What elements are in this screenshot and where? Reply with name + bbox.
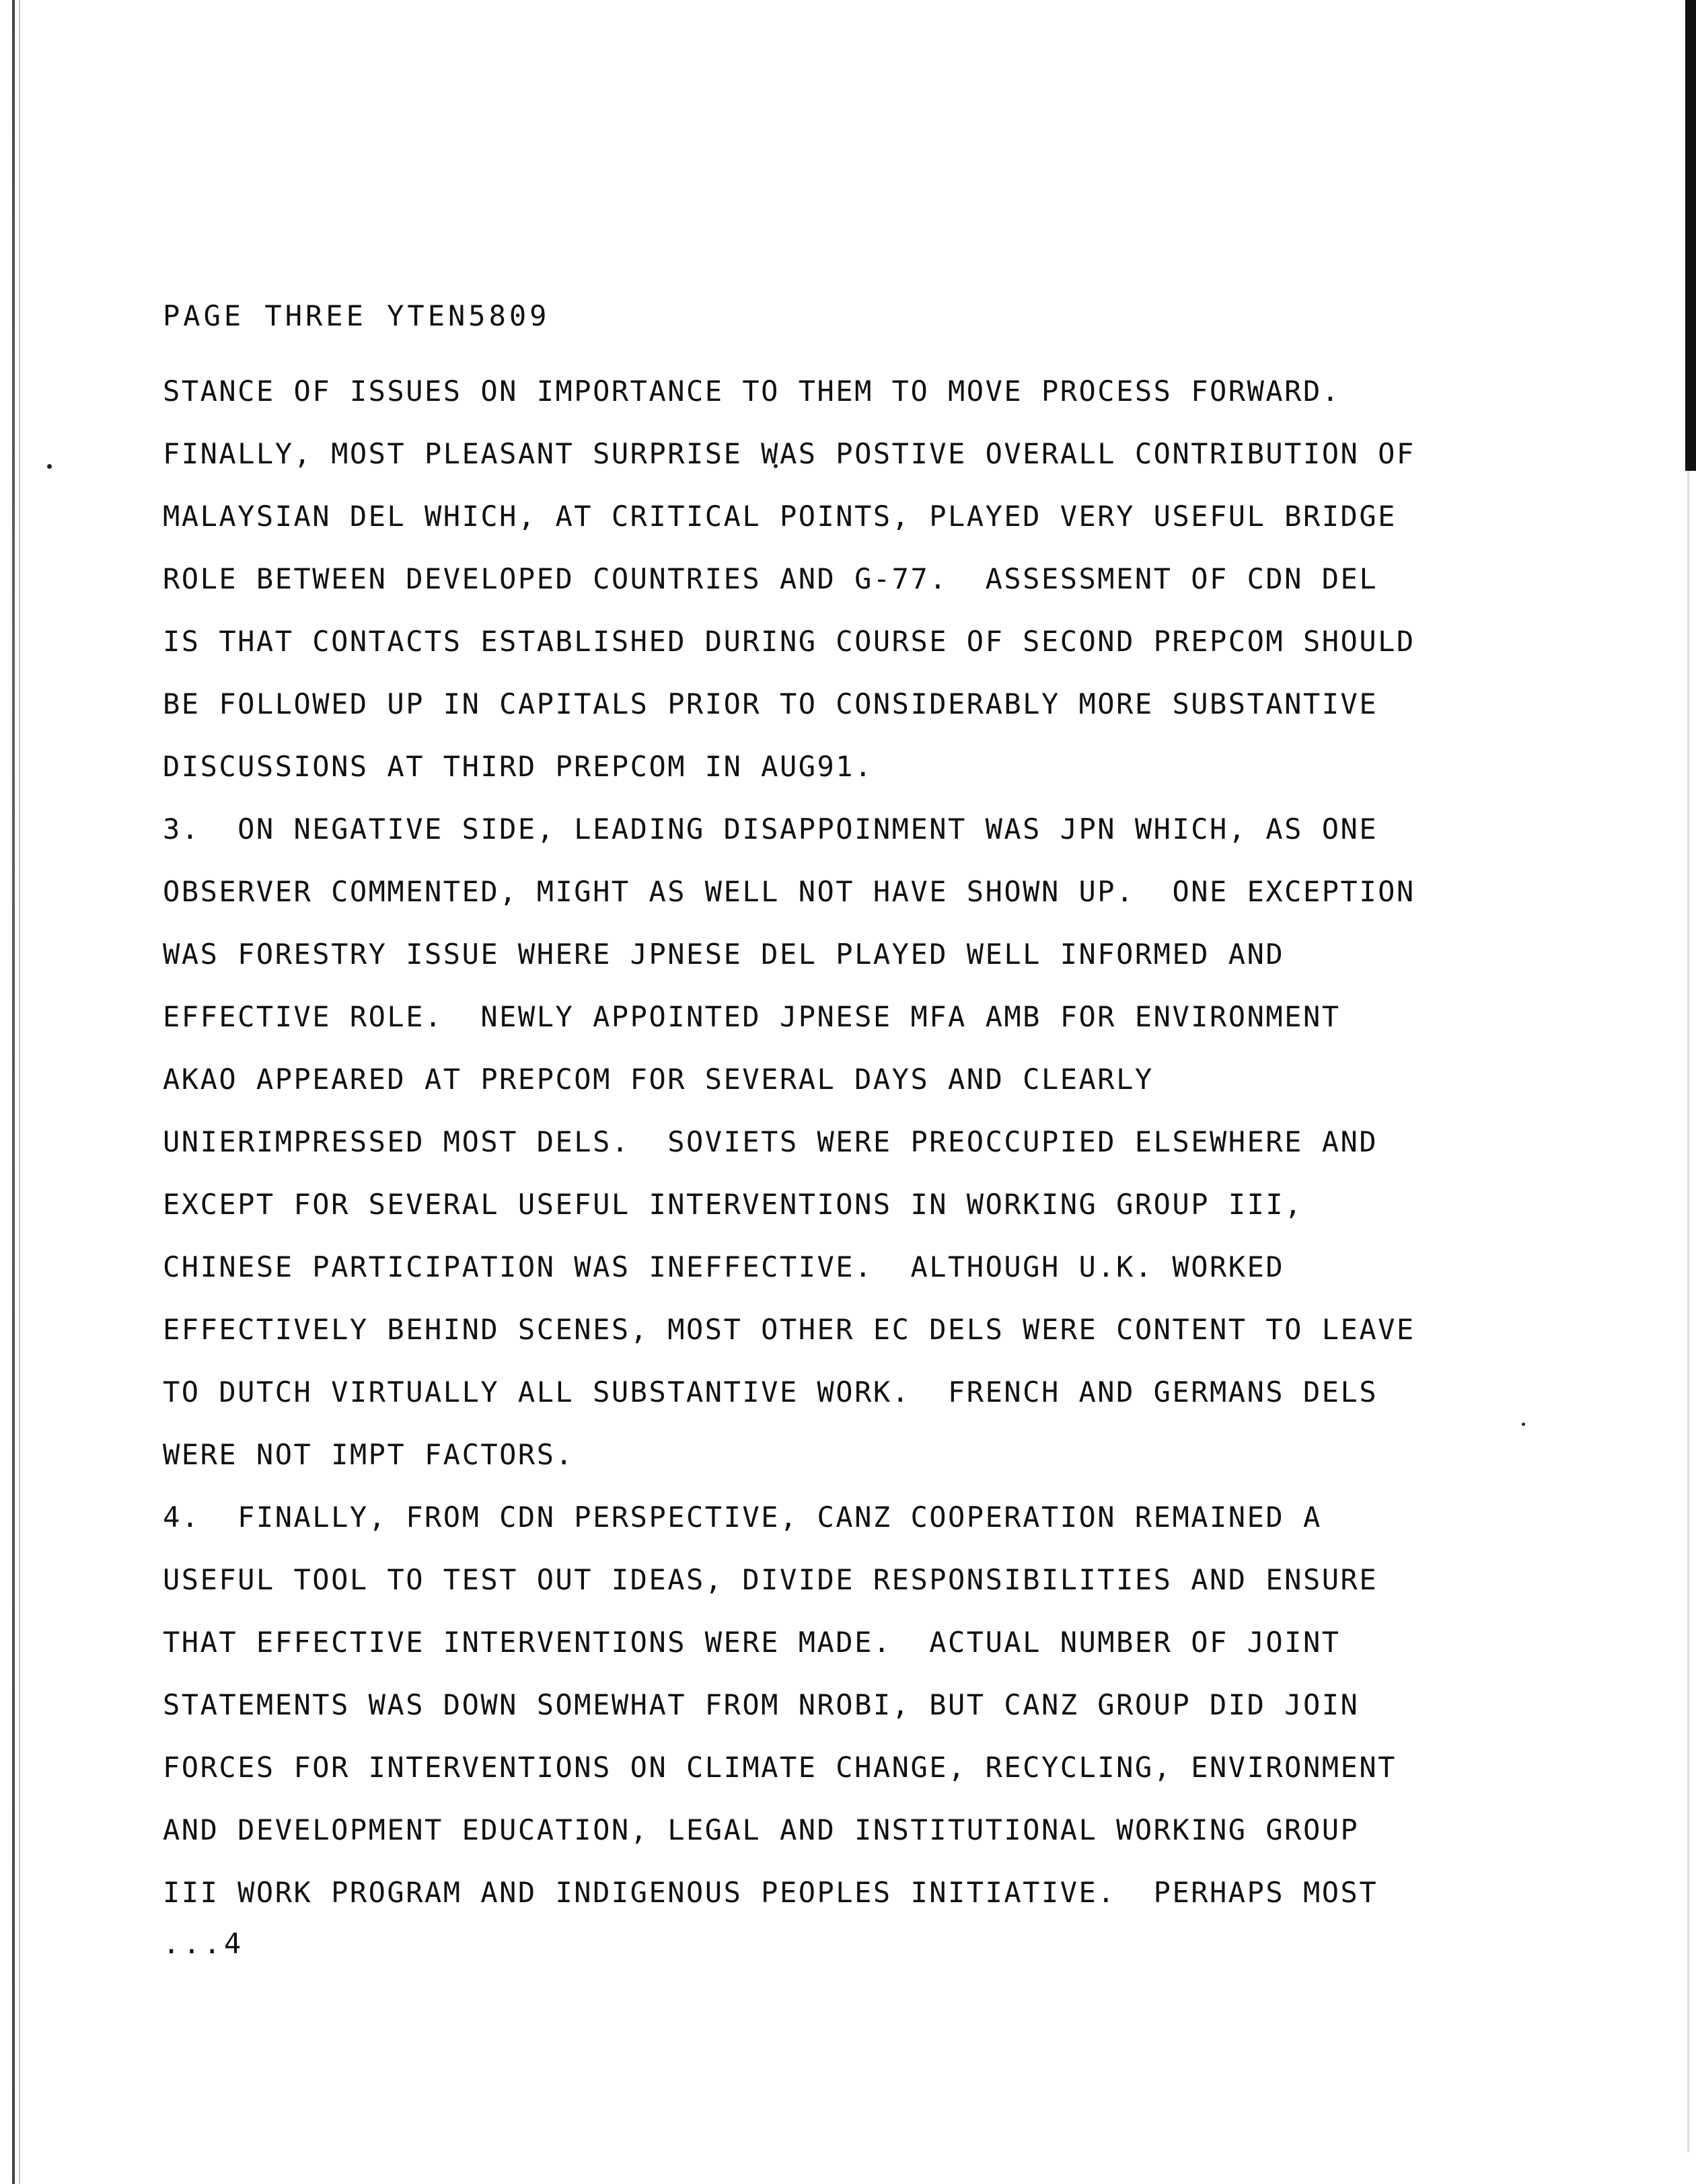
text-line: THAT EFFECTIVE INTERVENTIONS WERE MADE. ACTUAL NUMBER OF JOINT xyxy=(163,1626,1341,1659)
text-line: AND DEVELOPMENT EDUCATION, LEGAL AND INSTITUTIONAL WORKING GROUP xyxy=(163,1813,1360,1846)
text-line: WERE NOT IMPT FACTORS. xyxy=(163,1438,575,1471)
text-line: CHINESE PARTICIPATION WAS INEFFECTIVE. ALTHOUGH U.K. WORKED xyxy=(163,1250,1285,1283)
scan-speck xyxy=(1522,1423,1525,1426)
scan-edge-right xyxy=(1685,0,1696,471)
text-line: DISCUSSIONS AT THIRD PREPCOM IN AUG91. xyxy=(163,750,873,783)
text-line: STATEMENTS WAS DOWN SOMEWHAT FROM NROBI, BUT CANZ GROUP DID JOIN xyxy=(163,1688,1360,1721)
scan-edge-left xyxy=(12,0,15,2184)
text-line: USEFUL TOOL TO TEST OUT IDEAS, DIVIDE RESPONSIBILITIES AND ENSURE xyxy=(163,1563,1378,1596)
text-line: EFFECTIVELY BEHIND SCENES, MOST OTHER EC DELS WERE CONTENT TO LEAVE xyxy=(163,1313,1415,1346)
page-header: PAGE THREE YTEN5809 xyxy=(163,299,550,332)
text-line: ROLE BETWEEN DEVELOPED COUNTRIES AND G-77. ASSESSMENT OF CDN DEL xyxy=(163,562,1378,595)
text-line: 4. FINALLY, FROM CDN PERSPECTIVE, CANZ COOPERATION REMAINED A xyxy=(163,1501,1322,1534)
scan-speck xyxy=(47,464,52,469)
text-line: FORCES FOR INTERVENTIONS ON CLIMATE CHANGE, RECYCLING, ENVIRONMENT xyxy=(163,1751,1397,1784)
scan-edge-left-inner xyxy=(19,0,20,2184)
text-line: EFFECTIVE ROLE. NEWLY APPOINTED JPNESE MFA AMB FOR ENVIRONMENT xyxy=(163,1000,1341,1033)
body-text xyxy=(163,360,1508,1924)
text-line: MALAYSIAN DEL WHICH, AT CRITICAL POINTS, PLAYED VERY USEFUL BRIDGE xyxy=(163,500,1397,533)
text-line: 3. ON NEGATIVE SIDE, LEADING DISAPPOINMENT WAS JPN WHICH, AS ONE xyxy=(163,813,1378,845)
text-line: OBSERVER COMMENTED, MIGHT AS WELL NOT HAVE SHOWN UP. ONE EXCEPTION xyxy=(163,875,1415,908)
text-line: TO DUTCH VIRTUALLY ALL SUBSTANTIVE WORK. FRENCH AND GERMANS DELS xyxy=(163,1376,1378,1408)
text-line: WAS FORESTRY ISSUE WHERE JPNESE DEL PLAYED WELL INFORMED AND xyxy=(163,938,1285,971)
page-continuation-marker: ...4 xyxy=(163,1927,245,1960)
text-line: BE FOLLOWED UP IN CAPITALS PRIOR TO CONSIDERABLY MORE SUBSTANTIVE xyxy=(163,687,1378,720)
text-line: UNIERIMPRESSED MOST DELS. SOVIETS WERE PREOCCUPIED ELSEWHERE AND xyxy=(163,1125,1378,1158)
text-line: AKAO APPEARED AT PREPCOM FOR SEVERAL DAYS AND CLEARLY xyxy=(163,1063,1154,1096)
scan-edge-right-shadow xyxy=(1687,471,1689,2152)
text-line: IS THAT CONTACTS ESTABLISHED DURING COURSE OF SECOND PREPCOM SHOULD xyxy=(163,625,1415,658)
text-line: STANCE OF ISSUES ON IMPORTANCE TO THEM TO MOVE PROCESS FORWARD. xyxy=(163,375,1341,408)
text-line: III WORK PROGRAM AND INDIGENOUS PEOPLES INITIATIVE. PERHAPS MOST xyxy=(163,1876,1378,1909)
text-line: EXCEPT FOR SEVERAL USEFUL INTERVENTIONS IN WORKING GROUP III, xyxy=(163,1188,1303,1221)
text-line: FINALLY, MOST PLEASANT SURPRISE WAS POSTIVE OVERALL CONTRIBUTION OF xyxy=(163,437,1415,470)
